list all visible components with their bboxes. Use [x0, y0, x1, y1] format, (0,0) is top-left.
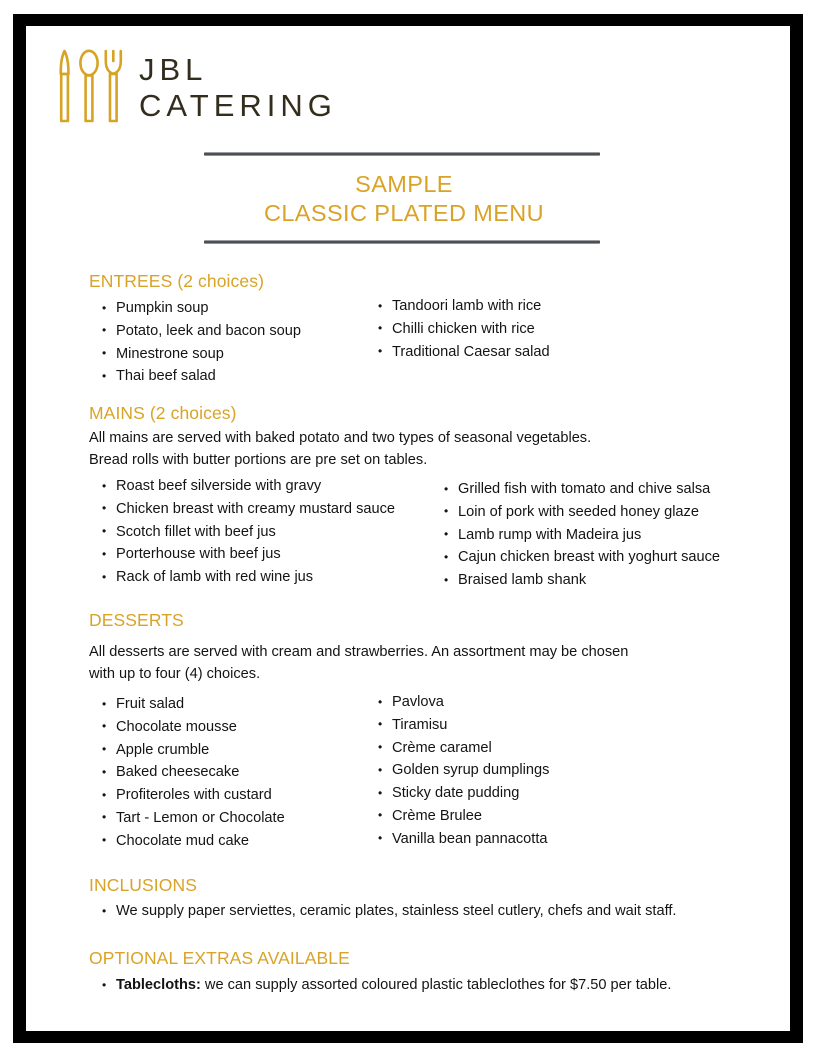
- list-item: • Lamb rump with Madeira jus: [441, 524, 720, 547]
- page-paper: [26, 26, 790, 1031]
- list-item: • Pumpkin soup: [99, 297, 301, 320]
- knife-icon: [61, 51, 69, 121]
- menu-title: [204, 156, 604, 240]
- desserts-intro-line1: All desserts are served with cream and strawberries. An assortment may be chosen: [89, 644, 629, 660]
- brand-name-line1: JBL: [139, 52, 208, 87]
- section-entrees: [89, 271, 779, 397]
- list-item: • Pavlova: [375, 691, 549, 714]
- list-item: • Grilled fish with tomato and chive salsa: [441, 478, 720, 501]
- menu-title-block: [204, 152, 604, 244]
- list-item: • Baked cheesecake: [99, 761, 285, 784]
- mains-columns: [89, 475, 779, 595]
- mains-intro-line2: Bread rolls with butter portions are pre set on tables.: [89, 452, 428, 468]
- list-item: • Crème Brulee: [375, 805, 549, 828]
- list-item: • Sticky date pudding: [375, 782, 549, 805]
- list-item: • Chilli chicken with rice: [375, 318, 550, 341]
- cutlery-logo-icon: [53, 47, 131, 133]
- list-item: • Rack of lamb with red wine jus: [99, 566, 395, 589]
- section-heading-optional-extras: OPTIONAL EXTRAS AVAILABLE: [89, 948, 350, 968]
- list-item: • Scotch fillet with beef jus: [99, 521, 395, 544]
- list-item: • Golden syrup dumplings: [375, 759, 549, 782]
- list-item: • Fruit salad: [99, 693, 285, 716]
- section-mains: [89, 403, 779, 595]
- list-item: • Traditional Caesar salad: [375, 341, 550, 364]
- list-item: • Tart - Lemon or Chocolate: [99, 807, 285, 830]
- list-item: • Tandoori lamb with rice: [375, 295, 550, 318]
- section-heading-mains: MAINS (2 choices): [89, 403, 237, 423]
- inclusions-list: [99, 900, 779, 923]
- section-heading-desserts: DESSERTS: [89, 610, 184, 630]
- entrees-list-right: [375, 295, 550, 363]
- desserts-intro-line2: with up to four (4) choices.: [89, 666, 261, 682]
- list-item: • Minestrone soup: [99, 343, 301, 366]
- desserts-list-left: [99, 693, 285, 853]
- menu-title-line2: CLASSIC PLATED MENU: [263, 200, 545, 226]
- desserts-list-right: [375, 691, 549, 851]
- list-item: • Vanilla bean pannacotta: [375, 828, 549, 851]
- list-item: • Chocolate mud cake: [99, 830, 285, 853]
- list-item: • Potato, leek and bacon soup: [99, 320, 301, 343]
- list-item: • Chocolate mousse: [99, 716, 285, 739]
- list-item: • Porterhouse with beef jus: [99, 543, 395, 566]
- list-item: • Roast beef silverside with gravy: [99, 475, 395, 498]
- desserts-columns: [89, 693, 779, 863]
- brand-logo: [53, 44, 337, 136]
- mains-list-left: [99, 475, 395, 589]
- list-item: • Cajun chicken breast with yoghurt sauce: [441, 546, 720, 569]
- optional-extras-list: [99, 974, 779, 997]
- list-item: [99, 974, 779, 997]
- brand-wordmark: [139, 53, 337, 125]
- section-inclusions: [89, 875, 779, 923]
- fork-icon: [106, 51, 121, 121]
- list-item: • Profiteroles with custard: [99, 784, 285, 807]
- list-item: • Braised lamb shank: [441, 569, 720, 592]
- title-rule-bottom: [204, 240, 600, 244]
- section-optional-extras: [89, 948, 779, 997]
- list-item: • Loin of pork with seeded honey glaze: [441, 501, 720, 524]
- mains-list-right: [441, 478, 720, 592]
- list-item: • Tiramisu: [375, 714, 549, 737]
- list-item: • Crème caramel: [375, 737, 549, 760]
- menu-title-line1: SAMPLE: [355, 171, 453, 197]
- brand-name-line2: CATERING: [139, 88, 337, 123]
- extras-item-text: we can supply assorted coloured plastic tableclothes for $7.50 per table.: [200, 977, 672, 993]
- extras-item-label: Tablecloths:: [116, 977, 201, 993]
- entrees-list-left: [99, 297, 301, 388]
- page-content: [26, 26, 790, 1031]
- spoon-icon: [80, 51, 97, 121]
- section-heading-entrees: ENTREES (2 choices): [89, 271, 265, 291]
- section-heading-inclusions: INCLUSIONS: [89, 875, 197, 895]
- entrees-columns: [89, 297, 779, 397]
- section-desserts: [89, 610, 779, 863]
- list-item: • Apple crumble: [99, 739, 285, 762]
- list-item: • We supply paper serviettes, ceramic plates, stainless steel cutlery, chefs and wait staff.: [99, 900, 779, 923]
- list-item: • Thai beef salad: [99, 365, 301, 388]
- mains-intro-line1: All mains are served with baked potato and two types of seasonal vegetables.: [89, 430, 592, 446]
- list-item: • Chicken breast with creamy mustard sauce: [99, 498, 395, 521]
